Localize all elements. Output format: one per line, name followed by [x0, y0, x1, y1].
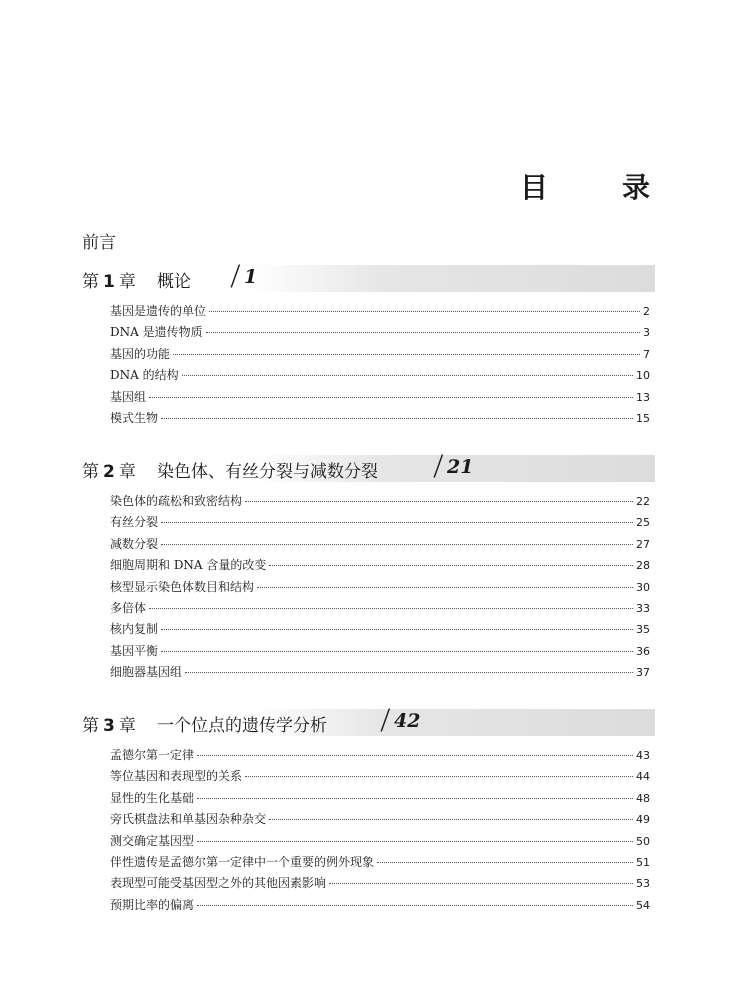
- page-slash-mark: /: [382, 703, 389, 736]
- chapter-number-prefix: 第: [82, 272, 99, 292]
- dot-leader: [245, 501, 633, 502]
- chapter-number-value: 2: [103, 462, 115, 482]
- entry-page-number: 28: [636, 559, 650, 573]
- dot-leader: [257, 587, 633, 588]
- entry-page-number: 3: [643, 326, 650, 340]
- dot-leader: [161, 418, 633, 419]
- dot-leader: [149, 608, 633, 609]
- entry-title: 染色体的疏松和致密结构: [110, 494, 243, 508]
- toc-entry[interactable]: [110, 409, 650, 430]
- chapter-number: [82, 267, 136, 292]
- entry-page-number: 27: [636, 537, 650, 551]
- entry-page-number: 15: [636, 411, 650, 425]
- entry-page-number: 30: [636, 580, 650, 594]
- entry-page-number: 50: [636, 834, 650, 848]
- dot-leader: [161, 522, 633, 523]
- chapter-title: 一个位点的遗传学分析: [157, 716, 327, 736]
- page-slash-mark: /: [232, 259, 239, 292]
- entry-title: DNA 是遗传物质: [110, 325, 203, 340]
- entry-title: 伴性遗传是孟德尔第一定律中一个重要的例外现象: [110, 854, 375, 869]
- entry-title: 预期比率的偏离: [110, 897, 195, 912]
- toc-entry[interactable]: [110, 492, 650, 513]
- entry-page-number: 53: [636, 877, 650, 891]
- toc-entry[interactable]: [110, 345, 650, 366]
- entry-title: 细胞周期和 DNA 含量的改变: [110, 558, 267, 573]
- entry-page-number: 35: [636, 623, 650, 637]
- toc-entry[interactable]: [110, 853, 650, 874]
- dot-leader: [161, 629, 633, 630]
- dot-leader: [269, 565, 633, 566]
- toc-entry[interactable]: [110, 535, 650, 556]
- entry-title: 等位基因和表现型的关系: [110, 769, 243, 784]
- entry-list: [82, 746, 655, 917]
- entry-page-number: 43: [636, 749, 650, 762]
- entry-page-number: 44: [636, 770, 650, 784]
- entry-page-number: 10: [636, 369, 650, 383]
- toc-entry[interactable]: [110, 513, 650, 534]
- dot-leader: [329, 883, 633, 884]
- toc-entry[interactable]: [110, 874, 650, 895]
- entry-page-number: 2: [643, 305, 650, 318]
- toc-entry[interactable]: [110, 556, 650, 577]
- toc-entry[interactable]: [110, 642, 650, 663]
- entry-list: [82, 302, 655, 430]
- entry-page-number: 37: [636, 666, 650, 680]
- dot-leader: [206, 332, 640, 333]
- dot-leader: [197, 841, 633, 842]
- dot-leader: [161, 651, 633, 652]
- dot-leader: [173, 354, 640, 355]
- chapter-number: [82, 711, 136, 736]
- toc-entry[interactable]: [110, 323, 650, 344]
- chapter-title: 染色体、有丝分裂与减数分裂: [157, 462, 378, 482]
- entry-title: 基因的功能: [110, 346, 171, 361]
- chapter-section: [82, 703, 655, 917]
- chapter-number: [82, 457, 136, 482]
- page-title-right: 录: [621, 171, 650, 204]
- entry-title: 多倍体: [110, 600, 147, 615]
- dot-leader: [245, 776, 633, 777]
- page-slash-mark: /: [435, 449, 442, 482]
- toc-entry[interactable]: [110, 746, 650, 767]
- chapter-heading[interactable]: [82, 703, 655, 736]
- toc-entry[interactable]: [110, 388, 650, 409]
- toc-entry[interactable]: [110, 832, 650, 853]
- entry-title: 表现型可能受基因型之外的其他因素影响: [110, 876, 327, 891]
- entry-title: 基因平衡: [110, 643, 159, 658]
- entry-title: DNA 的结构: [110, 368, 179, 383]
- toc-entry[interactable]: [110, 366, 650, 387]
- entry-title: 旁氏棋盘法和单基因杂种杂交: [110, 812, 267, 827]
- entry-title: 有丝分裂: [110, 515, 159, 530]
- chapter-heading[interactable]: [82, 449, 655, 482]
- page-title: [520, 166, 650, 206]
- dot-leader: [209, 311, 640, 312]
- chapter-page-number: 1: [244, 266, 258, 288]
- page-title-left: 目: [520, 171, 549, 204]
- entry-page-number: 48: [636, 791, 650, 805]
- chapter-section: [82, 259, 655, 430]
- dot-leader: [197, 798, 633, 799]
- dot-leader: [197, 905, 633, 906]
- entry-title: 孟德尔第一定律: [110, 748, 195, 762]
- chapter-heading[interactable]: [82, 259, 655, 292]
- toc-entry[interactable]: [110, 789, 650, 810]
- toc-entry[interactable]: [110, 896, 650, 917]
- dot-leader: [197, 755, 633, 756]
- chapter-number-suffix: 章: [118, 272, 136, 292]
- preface-entry[interactable]: 前言: [82, 233, 116, 253]
- entry-title: 显性的生化基础: [110, 790, 195, 805]
- dot-leader: [185, 672, 633, 673]
- toc-entry[interactable]: [110, 810, 650, 831]
- entry-page-number: 22: [636, 495, 650, 508]
- entry-page-number: 25: [636, 516, 650, 530]
- chapter-page-number: 21: [447, 456, 474, 478]
- chapter-number-value: 3: [103, 716, 115, 736]
- entry-title: 减数分裂: [110, 536, 159, 551]
- toc-entry[interactable]: [110, 578, 650, 599]
- chapter-page-number: 42: [394, 710, 421, 732]
- toc-entry[interactable]: [110, 302, 650, 323]
- toc-entry[interactable]: [110, 620, 650, 641]
- entry-title: 细胞器基因组: [110, 665, 183, 680]
- entry-page-number: 36: [636, 644, 650, 658]
- entry-page-number: 13: [636, 390, 650, 404]
- entry-page-number: 49: [636, 813, 650, 827]
- entry-page-number: 33: [636, 601, 650, 615]
- chapter-section: [82, 449, 655, 685]
- dot-leader: [377, 862, 633, 863]
- dot-leader: [269, 819, 633, 820]
- entry-title: 核型显示染色体数目和结构: [110, 579, 255, 594]
- chapter-number-prefix: 第: [82, 462, 99, 482]
- chapter-title: 概论: [157, 272, 191, 292]
- chapter-number-suffix: 章: [118, 716, 136, 736]
- dot-leader: [182, 375, 633, 376]
- toc-entry[interactable]: [110, 599, 650, 620]
- entry-title: 模式生物: [110, 410, 159, 425]
- toc-entry[interactable]: [110, 663, 650, 684]
- dot-leader: [161, 544, 633, 545]
- chapter-number-prefix: 第: [82, 716, 99, 736]
- entry-title: 测交确定基因型: [110, 833, 195, 848]
- entry-title: 核内复制: [110, 622, 159, 637]
- entry-page-number: 51: [636, 855, 650, 869]
- entry-title: 基因是遗传的单位: [110, 304, 207, 318]
- chapter-number-value: 1: [103, 272, 115, 292]
- entry-list: [82, 492, 655, 685]
- chapter-number-suffix: 章: [118, 462, 136, 482]
- dot-leader: [149, 397, 633, 398]
- entry-page-number: 7: [643, 347, 650, 361]
- entry-title: 基因组: [110, 389, 147, 404]
- entry-page-number: 54: [636, 898, 650, 912]
- toc-entry[interactable]: [110, 767, 650, 788]
